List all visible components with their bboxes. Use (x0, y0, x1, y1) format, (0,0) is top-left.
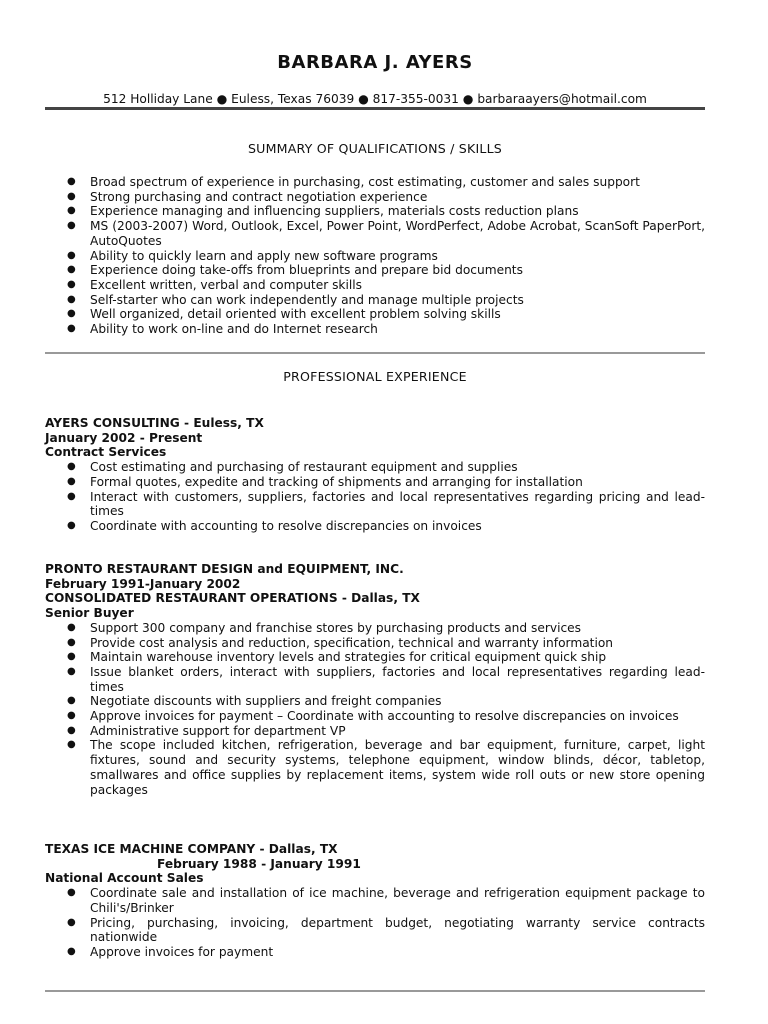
bullet-icon: ● (67, 190, 76, 202)
bullet-icon: ● (67, 323, 76, 335)
list-item: ● Pricing, purchasing, invoicing, department budget, negotiating warranty service contracts nationwide (67, 915, 705, 945)
list-item: ● Ability to work on-line and do Internet research (67, 322, 378, 337)
list-item: ● Self-starter who can work independently and manage multiple projects (67, 292, 524, 307)
list-item: ● Excellent written, verbal and computer skills (67, 277, 362, 292)
bullet-icon: ● (67, 220, 76, 232)
job-duties (45, 886, 705, 960)
bullet-icon: ● (67, 724, 76, 736)
experience-title: PROFESSIONAL EXPERIENCE (283, 369, 467, 384)
bullet-icon: ● (67, 651, 76, 663)
bullet-icon: ● (67, 176, 76, 187)
job-dates: February 1991-January 2002 (45, 576, 241, 591)
bullet-icon: ● (67, 636, 76, 648)
job-ayers-consulting (45, 416, 705, 534)
job-company-secondary: CONSOLIDATED RESTAURANT OPERATIONS - Dallas, TX (45, 591, 420, 606)
list-item: ● Coordinate sale and installation of ice machine, beverage and refrigeration equipment package to Chili's/Brinker (67, 886, 705, 915)
bullet-icon: ● (67, 916, 76, 928)
bullet-icon: ● (67, 695, 76, 707)
bullet-icon: ● (67, 461, 76, 473)
bullet-icon: ● (67, 887, 76, 899)
list-item: ● Ability to quickly learn and apply new software programs (67, 248, 438, 263)
list-item: ● Approve invoices for payment (67, 944, 274, 959)
summary-title: SUMMARY OF QUALIFICATIONS / SKILLS (247, 141, 502, 156)
candidate-name: BARBARA J. AYERS (277, 52, 473, 73)
contact-line: 512 Holliday Lane ● Euless, Texas 76039 ● 817-355-0031 ● barbaraayers@hotmail.com (103, 92, 647, 106)
bullet-icon: ● (67, 710, 76, 722)
job-company: PRONTO RESTAURANT DESIGN and EQUIPMENT, INC. (45, 562, 404, 576)
section-divider (45, 990, 705, 992)
list-item: ● Well organized, detail oriented with excellent problem solving skills (67, 307, 501, 322)
list-item: ● MS (2003-2007) Word, Outlook, Excel, Power Point, WordPerfect, Adobe Acrobat, ScanSoft PaperPort, AutoQuotes (67, 219, 705, 248)
bullet-icon: ● (67, 293, 76, 305)
list-item: ● Provide cost analysis and reduction, specification, technical and warranty information (67, 635, 614, 650)
list-item: ● Administrative support for department VP (67, 723, 346, 738)
list-item: ● Experience managing and influencing suppliers, materials costs reduction plans (67, 204, 579, 219)
bullet-icon: ● (67, 308, 76, 320)
list-item: ● Issue blanket orders, interact with suppliers, factories and local representatives regarding lead-times (67, 664, 705, 694)
job-pronto-restaurant (45, 562, 705, 797)
list-item: ● Cost estimating and purchasing of restaurant equipment and supplies (67, 460, 518, 475)
job-duties (45, 621, 705, 797)
list-item: ● Maintain warehouse inventory levels and strategies for critical equipment quick ship (67, 650, 607, 665)
list-item: ● The scope included kitchen, refrigeration, beverage and bar equipment, furniture, carpet, light fixtures, sound and security systems, telephone equipment, window blinds, décor, tabletop, smallwares and office supplies by replacement items, system wide roll outs or new store opening packages (67, 738, 705, 797)
bullet-icon: ● (67, 249, 76, 261)
bullet-icon: ● (67, 739, 76, 751)
job-role: National Account Sales (45, 871, 204, 886)
section-divider (45, 352, 705, 354)
list-item: ● Negotiate discounts with suppliers and freight companies (67, 694, 442, 709)
summary-list (45, 175, 705, 337)
job-role: Contract Services (45, 445, 167, 460)
bullet-icon: ● (67, 278, 76, 290)
job-company: AYERS CONSULTING - Euless, TX (45, 416, 264, 430)
job-role: Senior Buyer (45, 606, 134, 621)
bullet-icon: ● (67, 519, 76, 531)
bullet-icon: ● (67, 205, 76, 217)
bullet-icon: ● (67, 945, 76, 957)
list-item: ● Support 300 company and franchise stores by purchasing products and services (67, 620, 582, 635)
job-texas-ice-machine (45, 842, 705, 960)
header-divider (45, 107, 705, 110)
list-item: ● Coordinate with accounting to resolve discrepancies on invoices (67, 518, 482, 533)
list-item: ● Experience doing take-offs from blueprints and prepare bid documents (67, 263, 523, 278)
job-dates: February 1988 - January 1991 (157, 856, 361, 871)
list-item: ● Strong purchasing and contract negotiation experience (67, 189, 428, 204)
bullet-icon: ● (67, 475, 76, 487)
bullet-icon: ● (67, 621, 76, 633)
list-item: ● Interact with customers, suppliers, factories and local representatives regarding pricing and lead-times (67, 489, 705, 519)
bullet-icon: ● (67, 264, 76, 276)
list-item: ● Approve invoices for payment – Coordinate with accounting to resolve discrepancies on invoices (67, 709, 679, 724)
job-dates: January 2002 - Present (45, 430, 203, 445)
job-duties (45, 460, 705, 534)
list-item: ● Broad spectrum of experience in purchasing, cost estimating, customer and sales support (67, 175, 640, 189)
bullet-icon: ● (67, 665, 76, 677)
bullet-icon: ● (67, 490, 76, 502)
list-item: ● Formal quotes, expedite and tracking of shipments and arranging for installation (67, 474, 583, 489)
job-company: TEXAS ICE MACHINE COMPANY - Dallas, TX (45, 842, 338, 856)
